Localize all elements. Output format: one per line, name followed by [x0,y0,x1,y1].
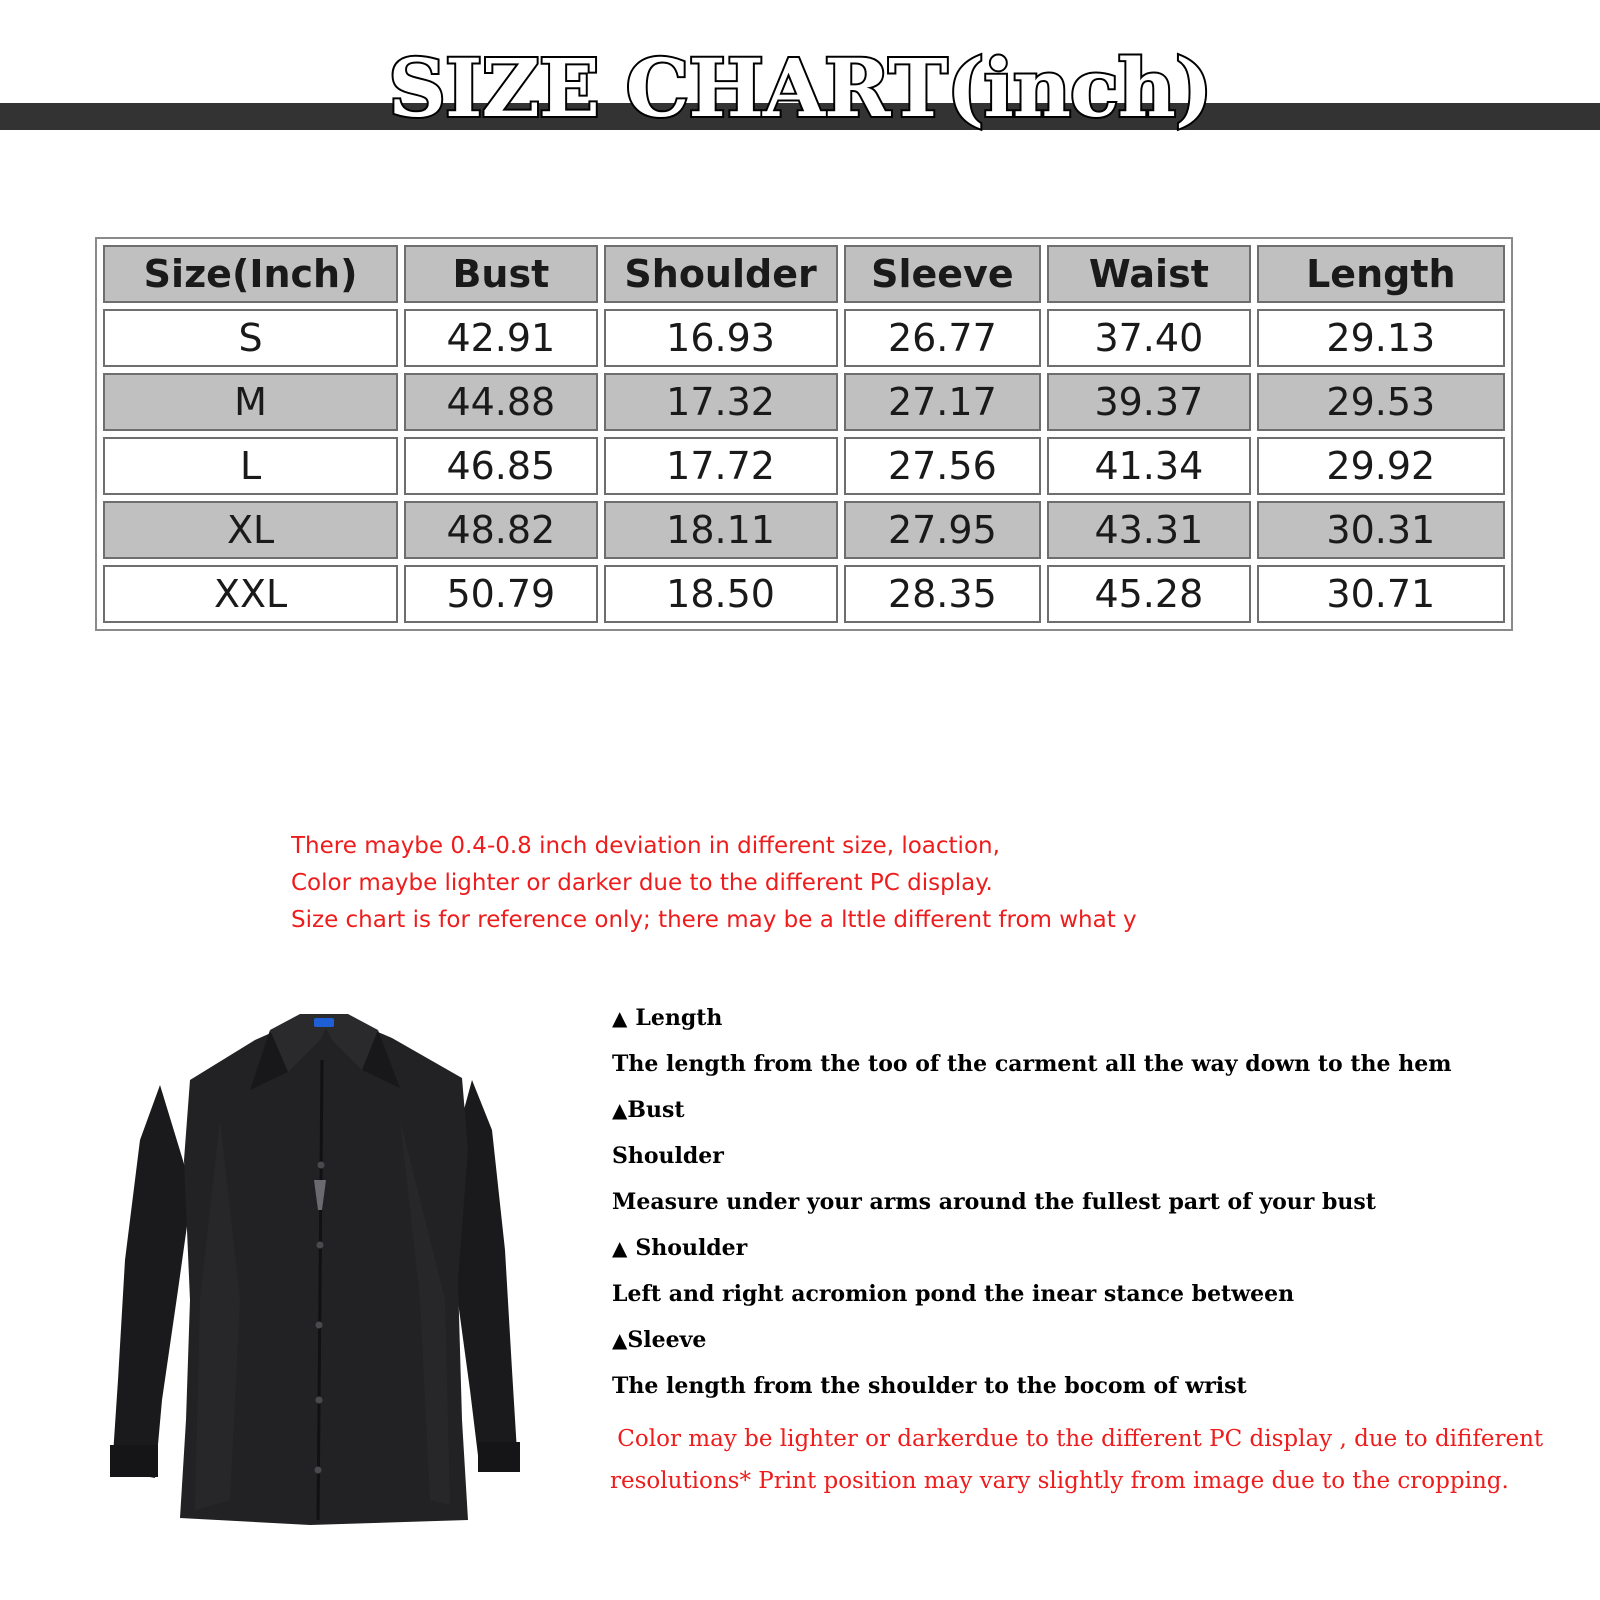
sleeve-cell: 27.56 [844,437,1041,495]
bust-cell: 42.91 [404,309,597,367]
note-line: There maybe 0.4-0.8 inch deviation in different size, loaction, [291,833,1000,859]
triangle-icon: ▲ [612,1098,628,1122]
table-row [103,373,1505,431]
disclaimer-line: resolutions* Print position may vary slightly from image due to the cropping. [610,1468,1509,1494]
table-header-row [103,245,1505,303]
shoulder-heading: ▲ Shoulder [612,1230,1572,1276]
length-description: The length from the too of the carment all the way down to the hem [612,1051,1452,1077]
sleeve-cell: 27.17 [844,373,1041,431]
sleeve-cell: 26.77 [844,309,1041,367]
length-cell: 29.92 [1257,437,1505,495]
triangle-icon: ▲ [612,1236,628,1260]
size-table [95,237,1513,631]
waist-cell: 41.34 [1047,437,1251,495]
header-bust: Bust [404,245,597,303]
length-cell: 29.53 [1257,373,1505,431]
bust-heading: ▲Bust [612,1092,1572,1138]
disclaimer-line: Color may be lighter or darkerdue to the different PC display , due to dififerent [610,1426,1544,1452]
waist-cell: 39.37 [1047,373,1251,431]
triangle-icon: ▲ [612,1006,628,1030]
table-row [103,309,1505,367]
bust-subheading: Shoulder [612,1143,724,1169]
sleeve-cell: 28.35 [844,565,1041,623]
length-cell: 29.13 [1257,309,1505,367]
shoulder-description: Left and right acromion pond the inear stance between [612,1281,1295,1307]
header-length: Length [1257,245,1505,303]
bust-cell: 46.85 [404,437,597,495]
waist-cell: 37.40 [1047,309,1251,367]
page-title: SIZE CHART(inch) [388,41,1212,135]
black-shirt-image [100,1000,540,1530]
deviation-notes [291,828,1151,939]
header-shoulder: Shoulder [604,245,838,303]
sleeve-cell: 27.95 [844,501,1041,559]
header-sleeve: Sleeve [844,245,1041,303]
bust-cell: 44.88 [404,373,597,431]
header-size: Size(Inch) [103,245,398,303]
table-row [103,501,1505,559]
note-line: Color maybe lighter or darker due to the different PC display. [291,870,993,896]
triangle-icon: ▲ [612,1328,628,1352]
waist-cell: 45.28 [1047,565,1251,623]
measurement-guide [612,1000,1572,1414]
size-cell: M [103,373,398,431]
shoulder-cell: 17.32 [604,373,838,431]
bust-cell: 50.79 [404,565,597,623]
shoulder-cell: 18.11 [604,501,838,559]
size-cell: L [103,437,398,495]
shoulder-cell: 17.72 [604,437,838,495]
waist-cell: 43.31 [1047,501,1251,559]
table-row [103,565,1505,623]
sleeve-heading: ▲Sleeve [612,1322,1572,1368]
shoulder-cell: 18.50 [604,565,838,623]
length-heading: ▲ Length [612,1000,1572,1046]
size-cell: XXL [103,565,398,623]
size-cell: XL [103,501,398,559]
length-cell: 30.31 [1257,501,1505,559]
size-cell: S [103,309,398,367]
length-cell: 30.71 [1257,565,1505,623]
shoulder-cell: 16.93 [604,309,838,367]
bust-cell: 48.82 [404,501,597,559]
header-waist: Waist [1047,245,1251,303]
sleeve-description: The length from the shoulder to the bocom of wrist [612,1373,1247,1399]
note-line: Size chart is for reference only; there may be a lttle different from what y [291,907,1137,933]
table-row [103,437,1505,495]
color-disclaimer [610,1418,1570,1502]
bust-description: Measure under your arms around the fullest part of your bust [612,1189,1376,1215]
